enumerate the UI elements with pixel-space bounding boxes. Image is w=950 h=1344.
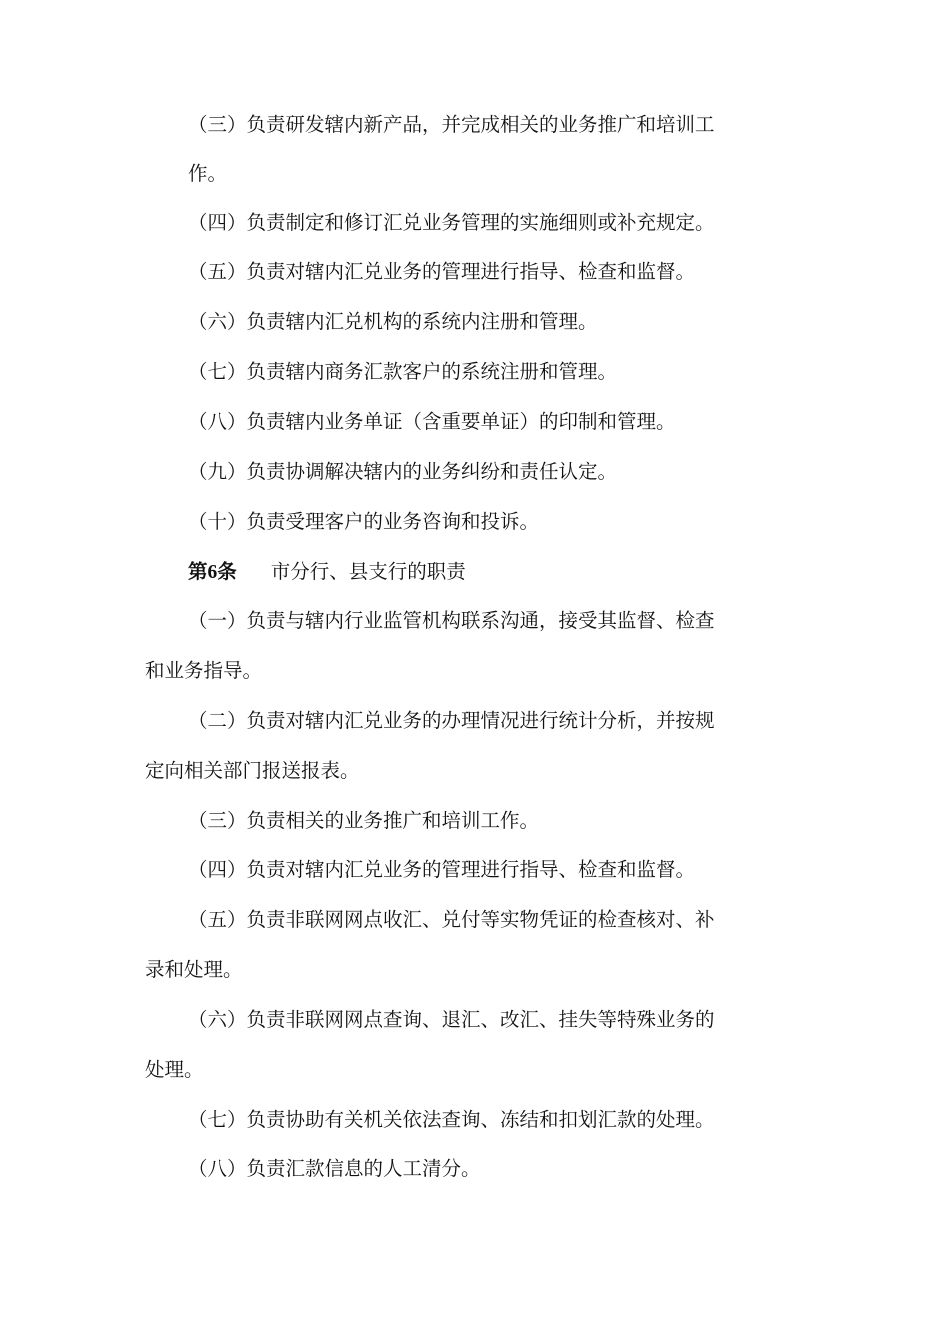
article-6-heading — [188, 557, 868, 588]
art5-item-3-line1: （三）负责研发辖内新产品，并完成相关的业务推广和培训工 — [188, 113, 715, 136]
article-6-label: 第6条 — [188, 562, 237, 583]
art5-item-4: （四）负责制定和修订汇兑业务管理的实施细则或补充规定。 — [188, 211, 715, 234]
art6-item-5-line2: 录和处理。 — [145, 958, 243, 981]
article-6-title: 市分行、县支行的职责 — [270, 560, 466, 583]
art5-item-6: （六）负责辖内汇兑机构的系统内注册和管理。 — [188, 310, 598, 333]
art6-item-6-line1: （六）负责非联网网点查询、退汇、改汇、挂失等特殊业务的 — [188, 1008, 715, 1031]
art6-item-1-line2: 和业务指导。 — [145, 659, 263, 682]
art6-item-3: （三）负责相关的业务推广和培训工作。 — [188, 809, 540, 832]
art6-item-2-line1: （二）负责对辖内汇兑业务的办理情况进行统计分析，并按规 — [188, 709, 715, 732]
art6-item-6-line2: 处理。 — [145, 1058, 204, 1081]
art6-item-4: （四）负责对辖内汇兑业务的管理进行指导、检查和监督。 — [188, 858, 696, 881]
art6-item-2-line2: 定向相关部门报送报表。 — [145, 759, 360, 782]
art5-item-9: （九）负责协调解决辖内的业务纠纷和责任认定。 — [188, 460, 618, 483]
art5-item-3-line2: 作。 — [188, 162, 228, 185]
art6-item-8: （八）负责汇款信息的人工清分。 — [188, 1157, 481, 1180]
art5-item-7: （七）负责辖内商务汇款客户的系统注册和管理。 — [188, 360, 618, 383]
art5-item-8: （八）负责辖内业务单证（含重要单证）的印制和管理。 — [188, 410, 676, 433]
art6-item-7: （七）负责协助有关机关依法查询、冻结和扣划汇款的处理。 — [188, 1108, 715, 1131]
art6-item-5-line1: （五）负责非联网网点收汇、兑付等实物凭证的检查核对、补 — [188, 908, 715, 931]
art5-item-10: （十）负责受理客户的业务咨询和投诉。 — [188, 510, 540, 533]
art6-item-1-line1: （一）负责与辖内行业监管机构联系沟通，接受其监督、检查 — [188, 609, 715, 632]
art5-item-5: （五）负责对辖内汇兑业务的管理进行指导、检查和监督。 — [188, 260, 696, 283]
